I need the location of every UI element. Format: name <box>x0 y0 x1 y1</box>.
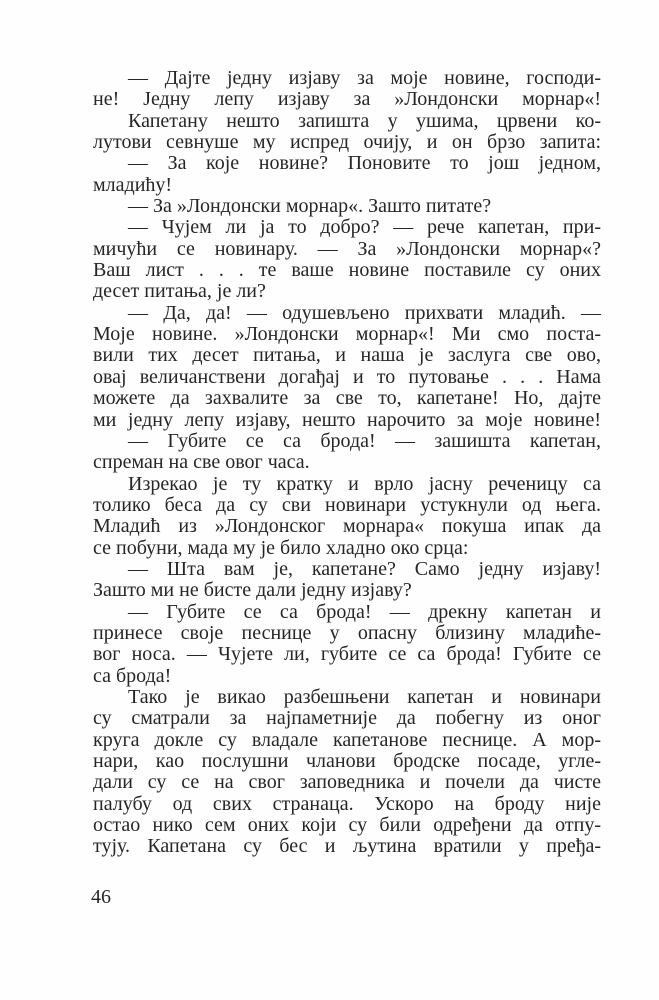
text-line: нари, као послушни чланови бродске посаде, угле- <box>93 750 601 772</box>
text-line: принесе своје песнице у опасну близину младиће- <box>93 621 601 644</box>
page-body-text <box>93 68 601 858</box>
text-line: Тако је викао разбешњени капетан и новинари <box>128 685 601 708</box>
text-line: толико беса да су сви новинари устукнули од њега. <box>93 493 601 516</box>
text-line: Зашто ми не бисте дали једну изјаву? <box>93 579 412 602</box>
text-line: — Губите се са брода! — зашишта капетан, <box>128 429 601 452</box>
text-line: Ваш лист . . . те ваше новине поставиле су оних <box>93 259 601 282</box>
text-line: вог носа. — Чујете ли, губите се са брода! Губите се <box>93 643 601 666</box>
text-line: — Да, да! — одушевљено прихвати младић. — <box>128 301 601 324</box>
text-line: — За које новине? Поновите то још једном, <box>128 152 601 175</box>
text-line: младићу! <box>93 173 173 196</box>
text-line: Изрекао је ту кратку и врло јасну реченицу са <box>128 472 601 495</box>
text-line: лутови севнуше му испред очију, и он брзо запита: <box>93 131 601 154</box>
text-line: — Шта вам је, капетане? Само једну изјаву! <box>128 557 601 580</box>
text-line: тују. Капетана су бес и љутина вратили у пређа- <box>93 835 601 858</box>
text-line: — За »Лондонски морнар«. Зашто питате? <box>128 195 492 218</box>
text-line: са брода! <box>93 664 172 687</box>
text-line: мичући се новинару. — За »Лондонски морнар«? <box>93 237 601 260</box>
text-line: овај величанствени догађај и то путовање . . . Нама <box>93 365 601 388</box>
text-line: Младић из »Лондонског морнара« покуша ипак да <box>93 515 601 538</box>
text-line: спреман на све овог часа. <box>93 451 310 474</box>
text-line: дали су се на свог заповедника и почели да чисте <box>93 771 601 794</box>
text-line: остао нико сем оних који су били одређени да отпу- <box>93 814 601 837</box>
text-line: можете да захвалите за све то, капетане! Но, дајте <box>93 387 601 410</box>
page-number: 46 <box>91 886 111 908</box>
text-line: десет питања, је ли? <box>93 280 266 303</box>
text-line: ми једну лепу изјаву, нешто нарочито за моје новине! <box>93 408 601 431</box>
text-line: Моје новине. »Лондонски морнар«! Ми смо поста- <box>93 323 601 346</box>
text-line: — Чујем ли ја то добро? — рече капетан, при- <box>128 216 601 239</box>
text-line: не! Једну лепу изјаву за »Лондонски морнар«! <box>93 88 601 111</box>
text-line: вили тих десет питања, и наша је заслуга све ово, <box>93 344 601 367</box>
text-line: круга докле су владале капетанове песнице. А мор- <box>93 728 601 751</box>
text-line: Капетану нешто запишта у ушима, црвени ко- <box>128 109 601 132</box>
text-line: — Губите се са брода! — дрекну капетан и <box>128 600 601 623</box>
text-line: су сматрали за најпаметније да побегну из оног <box>93 707 601 730</box>
text-line: се побуни, мада му је било хладно око срца: <box>93 536 469 559</box>
text-line: — Дајте једну изјаву за моје новине, господи- <box>128 67 601 89</box>
text-line: палубу од свих странаца. Ускоро на броду није <box>93 792 601 815</box>
